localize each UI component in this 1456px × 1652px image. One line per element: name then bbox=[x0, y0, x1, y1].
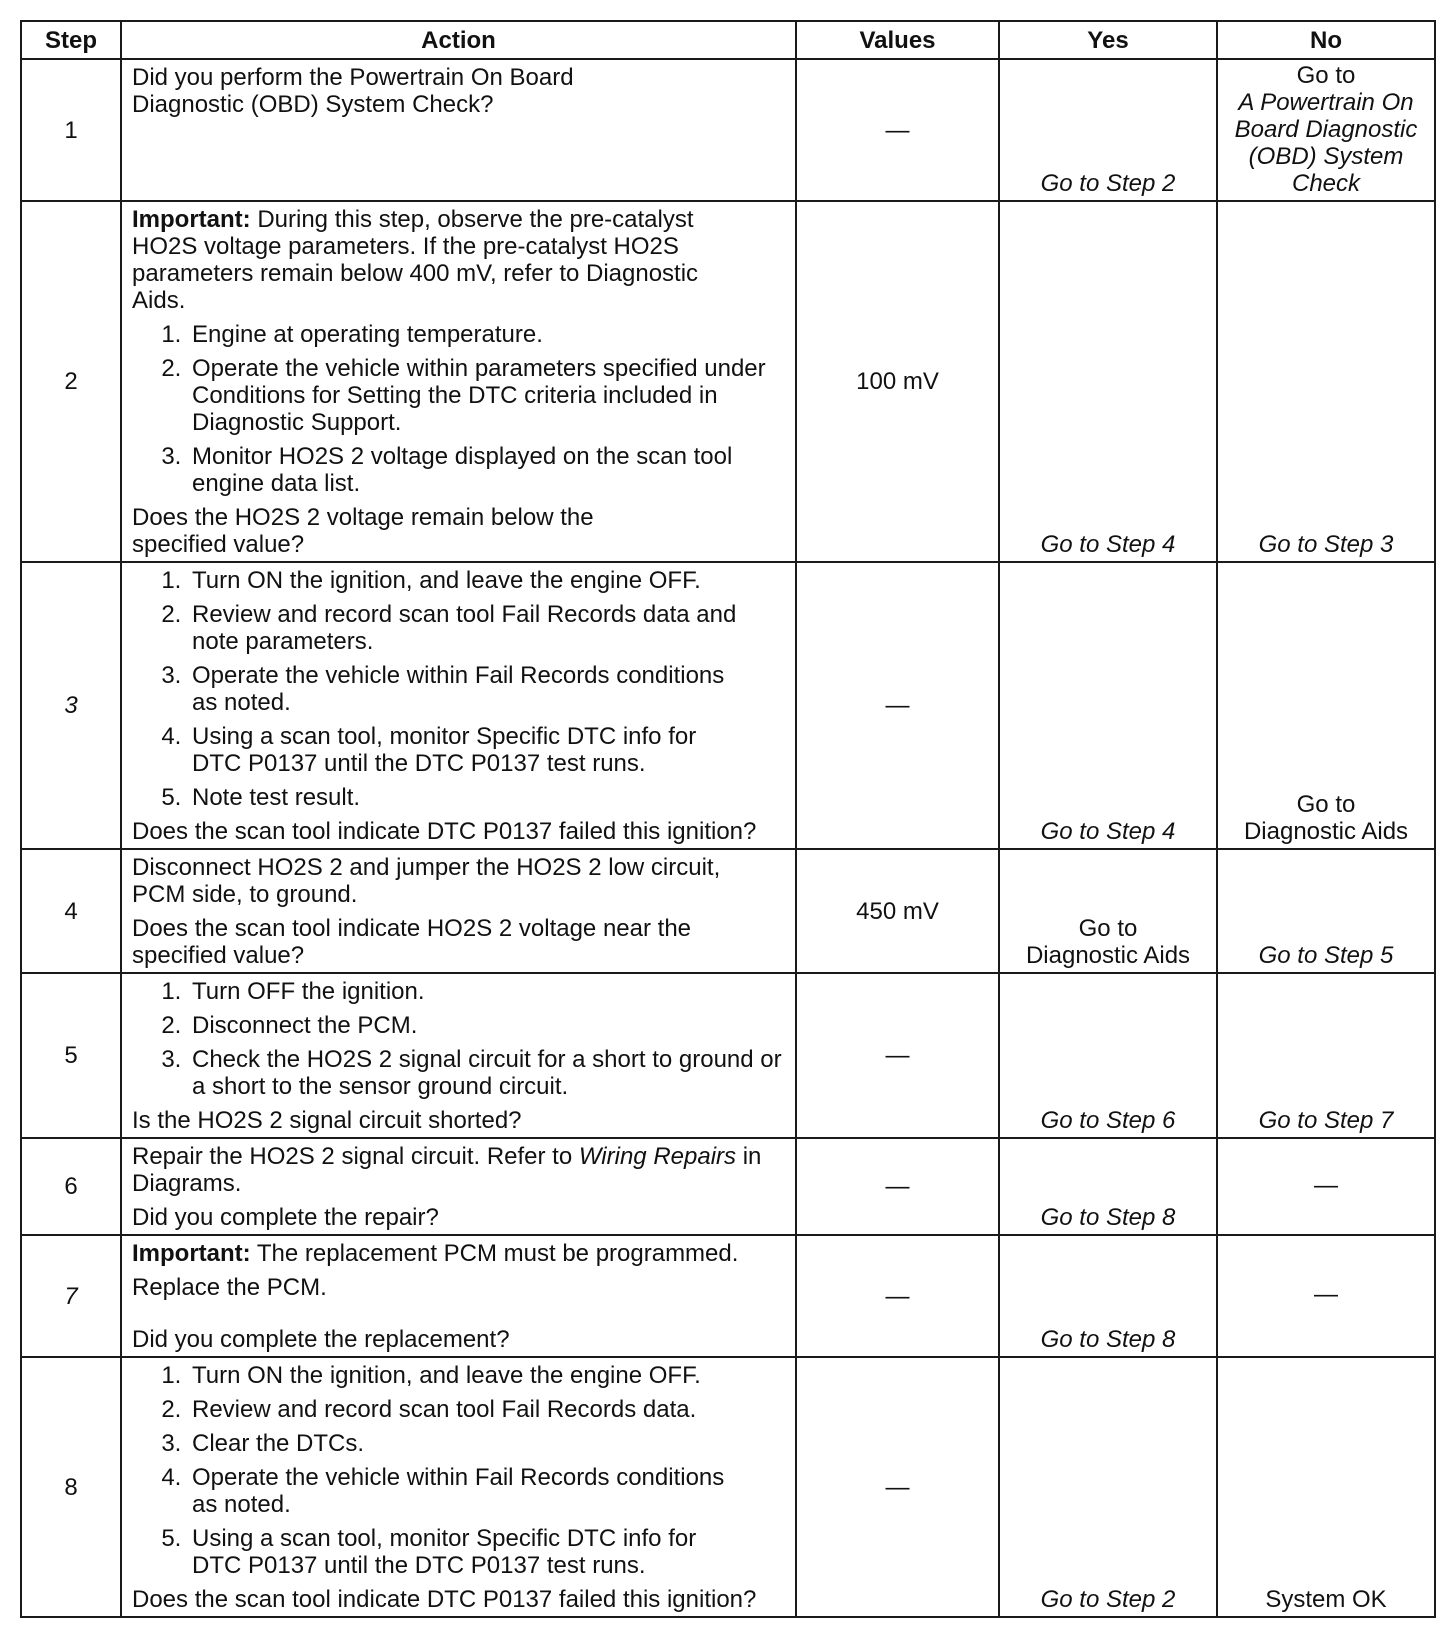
step-list bbox=[132, 1362, 789, 1579]
table-row bbox=[21, 1235, 1435, 1357]
no-goto-target: A Powertrain On Board Diagnostic (OBD) System Check bbox=[1234, 89, 1418, 197]
question-text: Does the scan tool indicate HO2S 2 voltage near the specified value? bbox=[132, 915, 692, 969]
action-cell bbox=[121, 1235, 796, 1357]
header-no: No bbox=[1217, 21, 1435, 59]
action-cell bbox=[121, 562, 796, 849]
action-cell bbox=[121, 849, 796, 973]
header-values: Values bbox=[796, 21, 999, 59]
action-text: Replace the PCM. bbox=[132, 1274, 327, 1301]
no-cell: Go to Step 5 bbox=[1217, 849, 1435, 973]
list-item: 3. Operate the vehicle within Fail Records conditions as noted. bbox=[188, 662, 789, 716]
value-cell: — bbox=[796, 1235, 999, 1357]
action-text bbox=[132, 1143, 789, 1197]
value-cell: — bbox=[796, 59, 999, 201]
important-text: During this step, observe the pre-catalyst HO2S voltage parameters. If the pre-catalyst HO2S parameters remain below 400 mV, refer to Diagnostic Aids. bbox=[132, 206, 699, 314]
header-step: Step bbox=[21, 21, 121, 59]
no-cell: — bbox=[1217, 1138, 1435, 1235]
step-list bbox=[132, 567, 789, 811]
no-cell: System OK bbox=[1217, 1357, 1435, 1617]
list-item: 4. Using a scan tool, monitor Specific DTC info for DTC P0137 until the DTC P0137 test runs. bbox=[188, 723, 789, 777]
reference-link: Wiring Repairs bbox=[578, 1143, 737, 1170]
yes-cell: Go to Step 6 bbox=[999, 973, 1217, 1138]
step-number: 7 bbox=[21, 1235, 121, 1357]
step-number: 2 bbox=[21, 201, 121, 562]
yes-cell: Go to Step 8 bbox=[999, 1235, 1217, 1357]
table-row bbox=[21, 1357, 1435, 1617]
list-item: 5. Note test result. bbox=[188, 784, 789, 811]
list-item: 2. Disconnect the PCM. bbox=[188, 1012, 789, 1039]
list-item: 1. Engine at operating temperature. bbox=[188, 321, 789, 348]
yes-goto-label: Go to bbox=[1078, 915, 1138, 942]
table-row bbox=[21, 562, 1435, 849]
no-cell: — bbox=[1217, 1235, 1435, 1357]
yes-cell: Go to Step 2 bbox=[999, 59, 1217, 201]
no-cell: Go to Step 7 bbox=[1217, 973, 1435, 1138]
question-text: Does the HO2S 2 voltage remain below the specified value? bbox=[132, 504, 594, 558]
header-row bbox=[21, 21, 1435, 59]
value-cell: — bbox=[796, 1357, 999, 1617]
list-item: 3. Clear the DTCs. bbox=[188, 1430, 789, 1457]
important-text: The replacement PCM must be programmed. bbox=[250, 1240, 739, 1267]
table-row bbox=[21, 1138, 1435, 1235]
no-cell bbox=[1217, 562, 1435, 849]
action-cell bbox=[121, 1138, 796, 1235]
question-text: Does the scan tool indicate DTC P0137 failed this ignition? bbox=[132, 818, 757, 845]
value-cell: — bbox=[796, 562, 999, 849]
header-action: Action bbox=[121, 21, 796, 59]
yes-cell: Go to Step 2 bbox=[999, 1357, 1217, 1617]
question-text: Did you complete the repair? bbox=[132, 1204, 439, 1231]
list-item: 1. Turn OFF the ignition. bbox=[188, 978, 789, 1005]
question-text: Is the HO2S 2 signal circuit shorted? bbox=[132, 1107, 522, 1134]
list-item: 2. Review and record scan tool Fail Records data. bbox=[188, 1396, 789, 1423]
table-row bbox=[21, 201, 1435, 562]
step-number: 5 bbox=[21, 973, 121, 1138]
value-cell: — bbox=[796, 973, 999, 1138]
no-goto-label: Go to bbox=[1296, 791, 1356, 818]
action-text: Did you perform the Powertrain On Board Diagnostic (OBD) System Check? bbox=[132, 64, 574, 118]
list-item: 1. Turn ON the ignition, and leave the engine OFF. bbox=[188, 1362, 789, 1389]
action-cell bbox=[121, 1357, 796, 1617]
important-note bbox=[132, 206, 789, 314]
question-text: Did you complete the replacement? bbox=[132, 1326, 510, 1353]
action-text: Disconnect HO2S 2 and jumper the HO2S 2 low circuit, PCM side, to ground. bbox=[132, 854, 721, 908]
list-item: 1. Turn ON the ignition, and leave the engine OFF. bbox=[188, 567, 789, 594]
list-item: 5. Using a scan tool, monitor Specific DTC info for DTC P0137 until the DTC P0137 test runs. bbox=[188, 1525, 789, 1579]
step-list bbox=[132, 978, 789, 1100]
no-goto-target: Diagnostic Aids bbox=[1243, 818, 1409, 845]
important-label: Important: bbox=[132, 1240, 251, 1267]
value-cell: 100 mV bbox=[796, 201, 999, 562]
action-cell bbox=[121, 201, 796, 562]
yes-cell: Go to Step 4 bbox=[999, 201, 1217, 562]
action-text-part: Repair the HO2S 2 signal circuit. Refer to bbox=[132, 1143, 579, 1170]
yes-cell: Go to Step 8 bbox=[999, 1138, 1217, 1235]
step-number: 4 bbox=[21, 849, 121, 973]
table-row bbox=[21, 849, 1435, 973]
action-cell bbox=[121, 973, 796, 1138]
action-text-part: in Diagrams. bbox=[132, 1143, 762, 1197]
yes-goto-target: Diagnostic Aids bbox=[1025, 942, 1191, 969]
step-number: 8 bbox=[21, 1357, 121, 1617]
important-label: Important: bbox=[132, 206, 251, 233]
step-number: 1 bbox=[21, 59, 121, 201]
action-cell bbox=[121, 59, 796, 201]
list-item: 4. Operate the vehicle within Fail Records conditions as noted. bbox=[188, 1464, 789, 1518]
list-item: 3. Check the HO2S 2 signal circuit for a short to ground or a short to the sensor ground circuit. bbox=[188, 1046, 789, 1100]
important-note bbox=[132, 1240, 789, 1267]
header-yes: Yes bbox=[999, 21, 1217, 59]
no-cell: Go to Step 3 bbox=[1217, 201, 1435, 562]
diagnostic-table bbox=[20, 20, 1436, 1618]
no-goto-label: Go to bbox=[1296, 62, 1356, 89]
yes-cell: Go to Step 4 bbox=[999, 562, 1217, 849]
value-cell: — bbox=[796, 1138, 999, 1235]
step-list bbox=[132, 321, 789, 497]
table-row bbox=[21, 59, 1435, 201]
step-number: 6 bbox=[21, 1138, 121, 1235]
step-number: 3 bbox=[21, 562, 121, 849]
no-cell bbox=[1217, 59, 1435, 201]
list-item: 2. Operate the vehicle within parameters specified under Conditions for Setting the DTC criteria included in Diagnostic Support. bbox=[188, 355, 789, 436]
list-item: 2. Review and record scan tool Fail Records data and note parameters. bbox=[188, 601, 789, 655]
value-cell: 450 mV bbox=[796, 849, 999, 973]
table-row bbox=[21, 973, 1435, 1138]
question-text: Does the scan tool indicate DTC P0137 failed this ignition? bbox=[132, 1586, 757, 1613]
yes-cell bbox=[999, 849, 1217, 973]
list-item: 3. Monitor HO2S 2 voltage displayed on the scan tool engine data list. bbox=[188, 443, 789, 497]
